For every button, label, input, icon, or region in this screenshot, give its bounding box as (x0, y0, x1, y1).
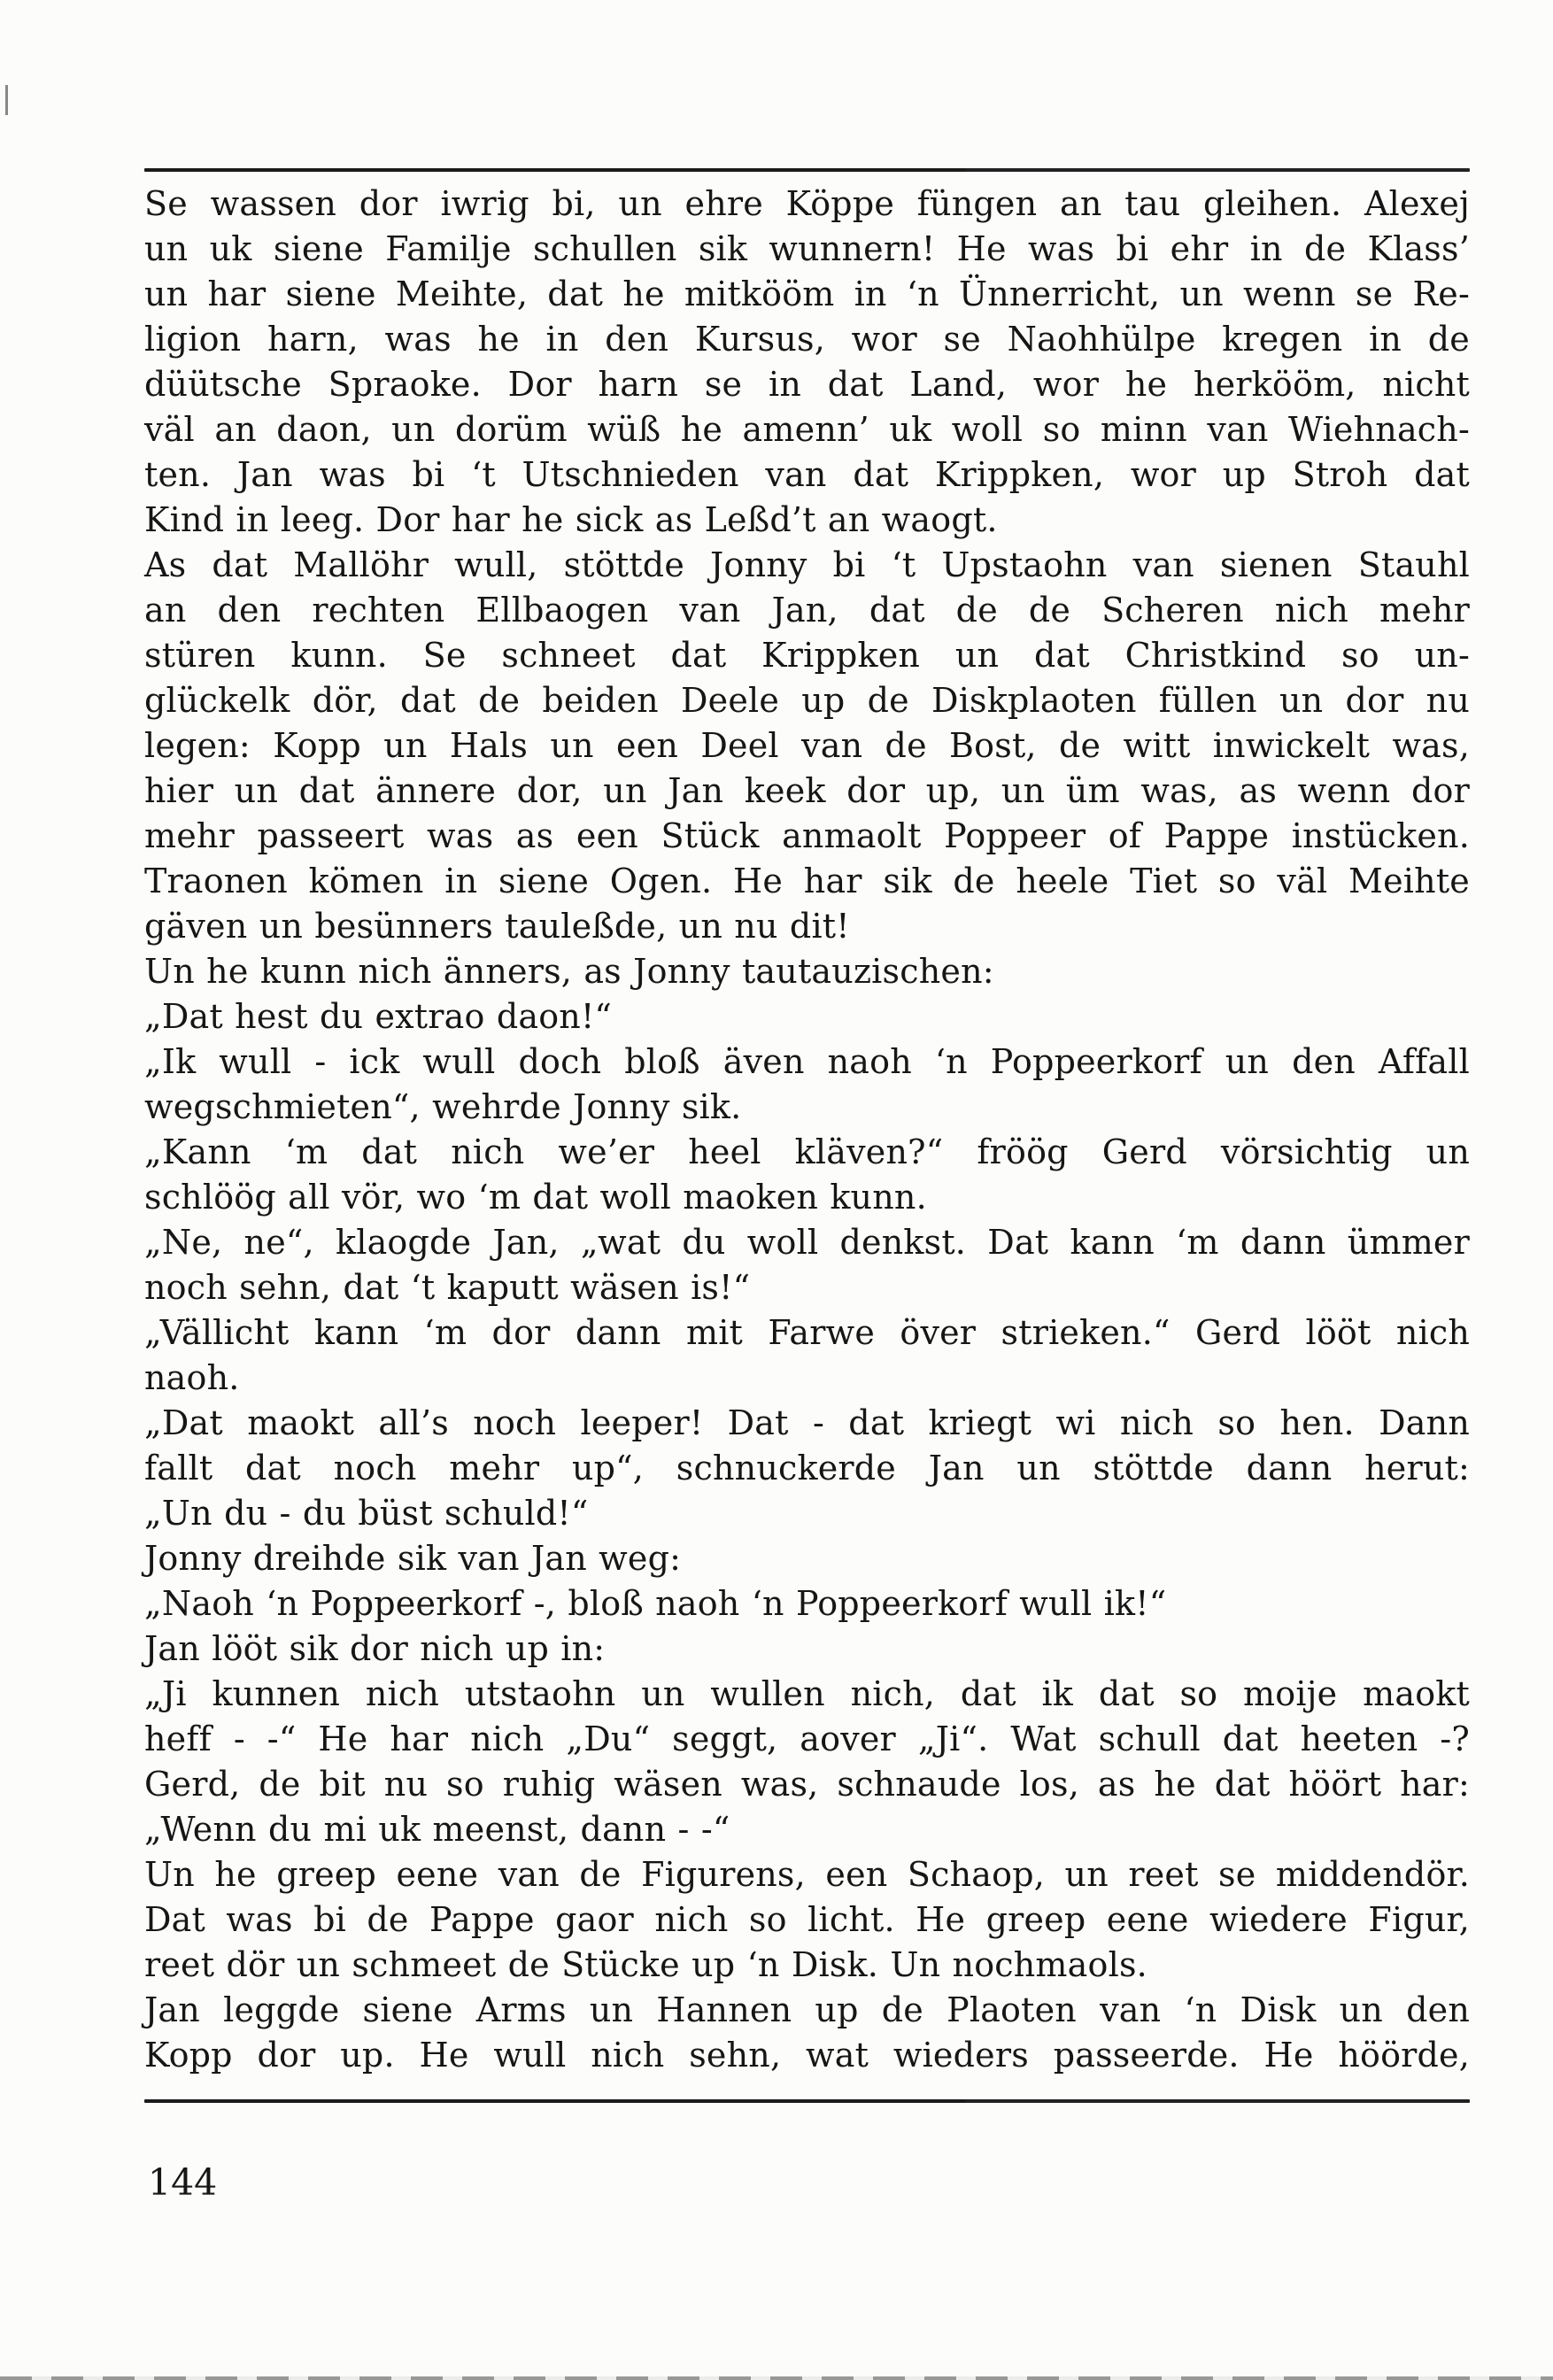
text-line: reet dör un schmeet de Stücke up ‘n Disk. Un nochmaols. (144, 1945, 1147, 1984)
text-line: Dat was bi de Pappe gaor nich so licht. He greep eene wiedere Figur, (144, 1900, 1470, 1939)
text-line: „Ji kunnen nich utstaohn un wullen nich, dat ik dat so moije maokt (144, 1674, 1470, 1713)
page-text (144, 182, 1470, 2078)
page-number: 144 (148, 2161, 218, 2204)
text-line: legen: Kopp un Hals un een Deel van de Bost, de witt inwickelt was, (144, 726, 1470, 765)
text-line: ligion harn, was he in den Kursus, wor se Naohhülpe kregen in de (144, 320, 1470, 359)
text-line: heff - -“ He har nich „Du“ seggt, aover „Ji“. Wat schull dat heeten -? (144, 1719, 1470, 1758)
text-line: Kopp dor up. He wull nich sehn, wat wieders passeerde. He höörde, (144, 2036, 1470, 2075)
text-line: ten. Jan was bi ‘t Utschnieden van dat Krippken, wor up Stroh dat (144, 455, 1470, 494)
bottom-rule (144, 2099, 1470, 2103)
text-line: „Ne, ne“, klaogde Jan, „wat du woll denkst. Dat kann ‘m dann ümmer (144, 1223, 1470, 1262)
top-rule (144, 168, 1470, 172)
text-line: Jonny dreihde sik van Jan weg: (144, 1539, 682, 1578)
text-line: „Ik wull - ick wull doch bloß även naoh ‘n Poppeerkorf un den Affall (144, 1042, 1470, 1081)
text-line: „Dat maokt all’s noch leeper! Dat - dat kriegt wi nich so hen. Dann (144, 1403, 1470, 1442)
text-line: Jan lööt sik dor nich up in: (144, 1629, 606, 1668)
text-line: an den rechten Ellbaogen van Jan, dat de de Scheren nich mehr (144, 591, 1470, 630)
text-line: mehr passeert was as een Stück anmaolt Poppeer of Pappe instücken. (144, 816, 1470, 855)
text-line: Un he greep eene van de Figurens, een Schaop, un reet se middendör. (144, 1855, 1470, 1894)
text-line: gäven un besünners tauleßde, un nu dit! (144, 907, 850, 946)
text-line: Jan leggde siene Arms un Hannen up de Plaoten van ‘n Disk un den (144, 1990, 1470, 2029)
text-line: un uk siene Familje schullen sik wunnern! He was bi ehr in de Klass’ (144, 229, 1470, 268)
text-line: hier un dat ännere dor, un Jan keek dor up, un üm was, as wenn dor (144, 771, 1470, 810)
text-line: Kind in leeg. Dor har he sick as Leßd’t an waogt. (144, 500, 998, 539)
text-line: wegschmieten“, wehrde Jonny sik. (144, 1087, 742, 1126)
text-line: naoh. (144, 1358, 240, 1397)
text-line: Se wassen dor iwrig bi, un ehre Köppe füngen an tau gleihen. Alexej (144, 184, 1470, 223)
text-line: schlöög all vör, wo ‘m dat woll maoken kunn. (144, 1178, 927, 1217)
text-line: väl an daon, un dorüm wüß he amenn’ uk woll so minn van Wiehnach- (144, 410, 1470, 449)
text-line: noch sehn, dat ‘t kaputt wäsen is!“ (144, 1268, 751, 1307)
text-line: stüren kunn. Se schneet dat Krippken un dat Christkind so un- (144, 636, 1470, 675)
text-line: „Wenn du mi uk meenst, dann - -“ (144, 1810, 730, 1849)
text-line: „Vällicht kann ‘m dor dann mit Farwe över strieken.“ Gerd lööt nich (144, 1313, 1470, 1352)
scan-edge-artifact (0, 2376, 1553, 2380)
text-line: „Dat hest du extrao daon!“ (144, 997, 613, 1036)
scan-artifact-tick (5, 85, 8, 115)
text-line: As dat Mallöhr wull, stöttde Jonny bi ‘t Upstaohn van sienen Stauhl (144, 545, 1470, 584)
text-line: glückelk dör, dat de beiden Deele up de Diskplaoten füllen un dor nu (144, 681, 1470, 720)
text-line: Traonen kömen in siene Ogen. He har sik de heele Tiet so väl Meihte (144, 862, 1470, 900)
text-line: „Kann ‘m dat nich we’er heel kläven?“ fröög Gerd vörsichtig un (144, 1132, 1470, 1171)
text-line: un har siene Meihte, dat he mitkööm in ‘n Ünnerricht, un wenn se Re- (144, 274, 1470, 313)
text-line: Gerd, de bit nu so ruhig wäsen was, schnaude los, as he dat höört har: (144, 1765, 1470, 1804)
text-line: Un he kunn nich änners, as Jonny tautauzischen: (144, 952, 994, 991)
text-line: fallt dat noch mehr up“, schnuckerde Jan un stöttde dann herut: (144, 1449, 1470, 1488)
text-line: düütsche Spraoke. Dor harn se in dat Land, wor he herkööm, nicht (144, 365, 1470, 404)
text-line: „Naoh ‘n Poppeerkorf -, bloß naoh ‘n Poppeerkorf wull ik!“ (144, 1584, 1167, 1623)
text-line: „Un du - du büst schuld!“ (144, 1494, 589, 1533)
